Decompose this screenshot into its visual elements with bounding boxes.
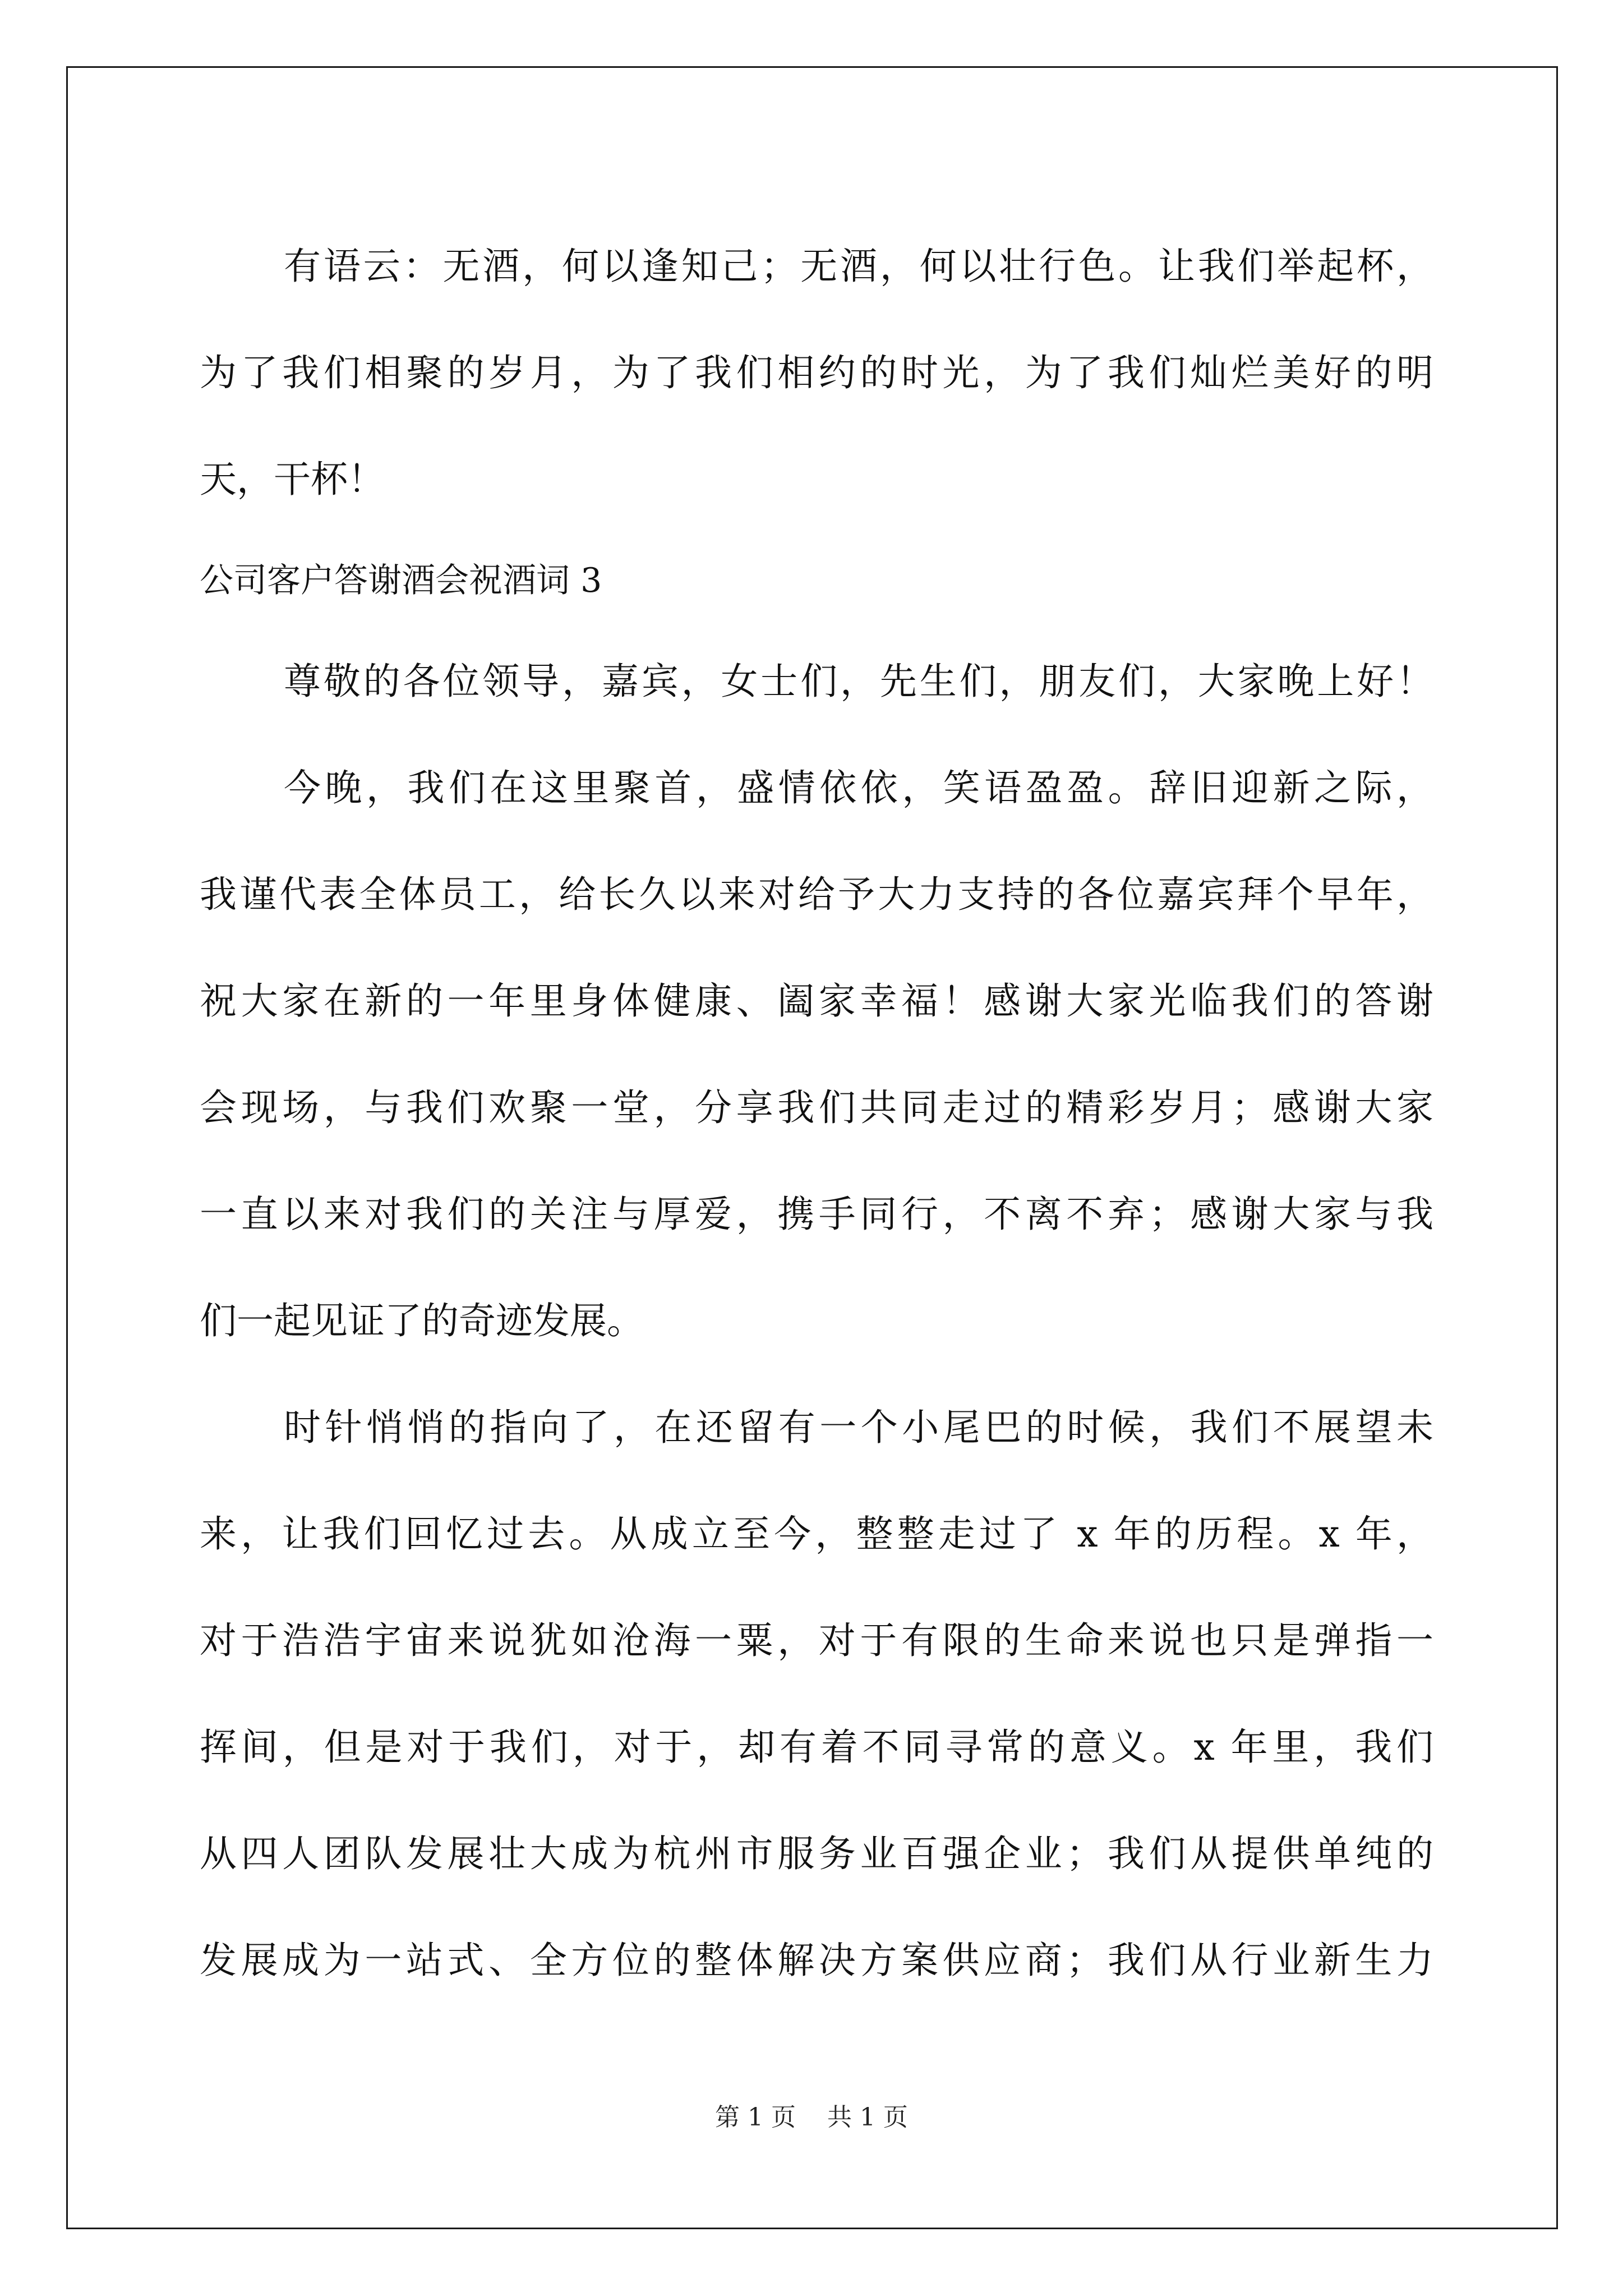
page-total: 共 1 页 — [827, 2103, 908, 2132]
text-line: 对于浩浩宇宙来说犹如沧海一粟，对于有限的生命来说也只是弹指一 — [200, 1619, 1433, 1662]
text-line: 有语云：无酒，何以逢知己；无酒，何以壮行色。让我们举起杯， — [284, 245, 1433, 288]
text-line: 从四人团队发展壮大成为杭州市服务业百强企业；我们从提供单纯的 — [200, 1832, 1433, 1875]
document-body — [200, 213, 1433, 2014]
page-number: 第 1 页 — [715, 2103, 796, 2132]
text-line: 天，干杯！ — [200, 458, 385, 501]
page-footer — [0, 2097, 1623, 2133]
section-heading: 公司客户答谢酒会祝酒词 3 — [200, 561, 602, 600]
text-line: 挥间，但是对于我们，对于，却有着不同寻常的意义。x 年里，我们 — [200, 1726, 1433, 1769]
footer-gap — [796, 2103, 827, 2132]
text-line: 们一起见证了的奇迹发展。 — [200, 1299, 644, 1342]
text-line: 一直以来对我们的关注与厚爱，携手同行，不离不弃；感谢大家与我 — [200, 1193, 1433, 1236]
text-line: 会现场，与我们欢聚一堂，分享我们共同走过的精彩岁月；感谢大家 — [200, 1086, 1433, 1129]
text-line: 今晚，我们在这里聚首，盛情依依，笑语盈盈。辞旧迎新之际， — [284, 766, 1433, 809]
text-line: 我谨代表全体员工，给长久以来对给予大力支持的各位嘉宾拜个早年， — [200, 873, 1433, 916]
text-line: 来，让我们回忆过去。从成立至今，整整走过了 x 年的历程。x 年， — [200, 1512, 1433, 1556]
text-line: 发展成为一站式、全方位的整体解决方案供应商；我们从行业新生力 — [200, 1939, 1433, 1982]
text-line: 时针悄悄的指向了，在还留有一个小尾巴的时候，我们不展望未 — [284, 1406, 1433, 1449]
text-line: 尊敬的各位领导，嘉宾，女士们，先生们，朋友们，大家晚上好！ — [284, 660, 1433, 703]
text-line: 为了我们相聚的岁月，为了我们相约的时光，为了我们灿烂美好的明 — [200, 351, 1433, 394]
text-line: 祝大家在新的一年里身体健康、阖家幸福！感谢大家光临我们的答谢 — [200, 979, 1433, 1023]
